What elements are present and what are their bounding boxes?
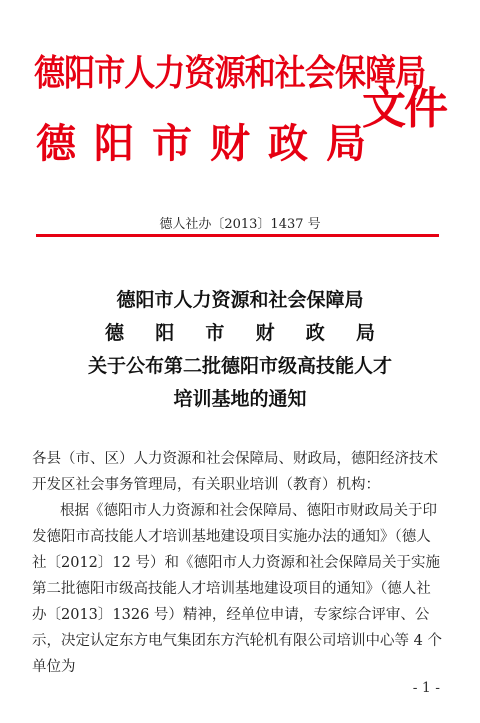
issuer-char: 市 bbox=[152, 121, 192, 167]
issuer-char: 财 bbox=[210, 121, 250, 167]
body-paragraph bbox=[32, 498, 442, 680]
body-paragraph-text: 根据《德阳市人力资源和社会保障局、德阳市财政局关于印发德阳市高技能人才培训基地建设项目实施办法的通知》（德人社〔2012〕12 号）和《德阳市人力资源和社会保障局关于实施第二批德阳市级高技能人才培训基地建设项目的通知》（德人社办〔2013〕1326 号）精神，经单位申请，专家综合评审、公示，决定认定东方电气集团东方汽轮机有限公司培训中心等 4 个单位为 bbox=[32, 503, 442, 675]
title-char: 德 bbox=[105, 322, 125, 344]
issuer-char: 德 bbox=[36, 121, 76, 167]
title-char: 局 bbox=[355, 322, 375, 344]
issuer-char: 政 bbox=[268, 121, 308, 167]
title-line1: 德阳市人力资源和社会保障局 bbox=[116, 289, 364, 311]
title-char: 市 bbox=[205, 322, 225, 344]
page-number: - 1 - bbox=[412, 680, 440, 696]
title-char: 财 bbox=[255, 322, 275, 344]
issuer-name-line2 bbox=[36, 112, 366, 169]
red-divider bbox=[36, 234, 439, 237]
issuer-char: 局 bbox=[326, 121, 366, 167]
issuer-char: 阳 bbox=[94, 121, 134, 167]
title-line2 bbox=[0, 318, 480, 345]
addressee-paragraph: 各县（市、区）人力资源和社会保障局、财政局，德阳经济技术开发区社会事务管理局，有关职业培训（教育）机构： bbox=[32, 451, 438, 493]
title-line3: 关于公布第二批德阳市级高技能人才 bbox=[87, 355, 392, 377]
document-number: 德人社办〔2013〕1437 号 bbox=[159, 217, 321, 232]
issuer-name-line1: 德阳市人力资源和社会保障局 bbox=[34, 53, 426, 94]
title-char: 阳 bbox=[155, 322, 175, 344]
title-line4: 培训基地的通知 bbox=[173, 388, 307, 410]
title-char: 政 bbox=[305, 322, 325, 344]
document-type-label: 文件 bbox=[362, 83, 446, 134]
